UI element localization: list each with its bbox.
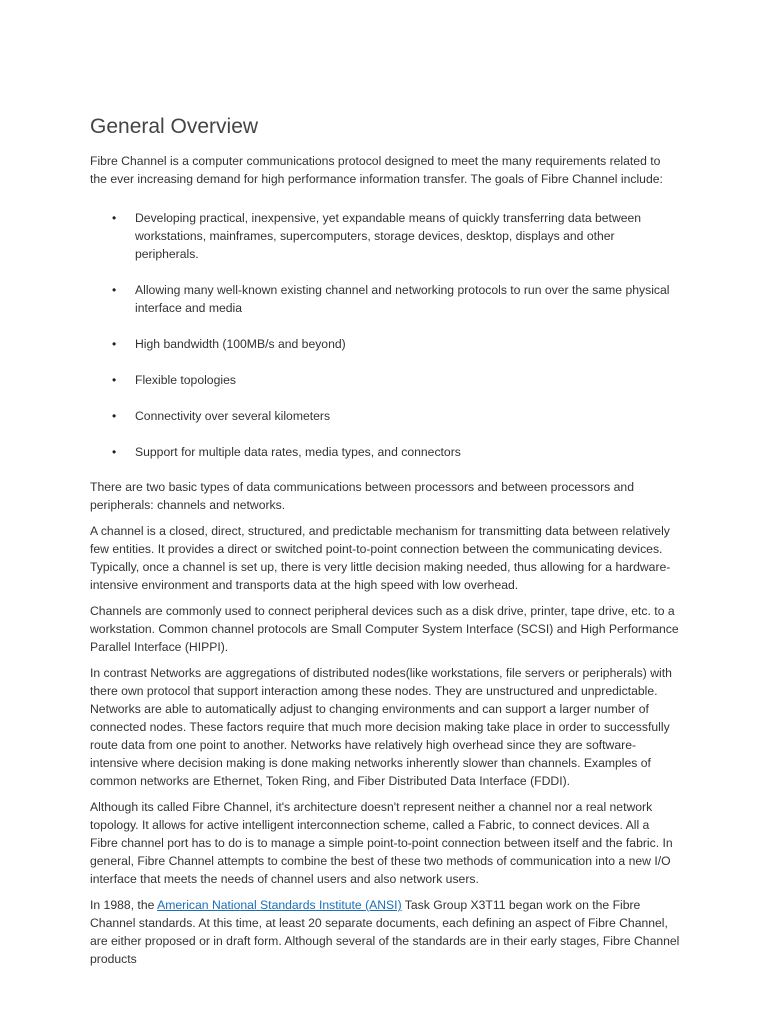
bullet-icon: • xyxy=(112,283,117,297)
channel-protocols-paragraph: Channels are commonly used to connect peripheral devices such as a disk drive, printer, tape drive, etc. to a workstation. Common channel protocols are Small Computer System Interface (SCSI) and High Performance Parallel Interface (HIPPI). xyxy=(90,604,679,654)
list-item xyxy=(90,443,680,461)
goals-list xyxy=(90,209,680,461)
list-item xyxy=(90,209,680,263)
intro-paragraph: Fibre Channel is a computer communications protocol designed to meet the many requirements related to the ever increasing demand for high performance information transfer. The goals of Fibre Channel include: xyxy=(90,154,663,186)
history-text-before: In 1988, the xyxy=(90,898,158,912)
types-paragraph: There are two basic types of data communications between processors and between processors and peripherals: channels and networks. xyxy=(90,480,634,512)
list-item xyxy=(90,281,680,317)
history-paragraph-container xyxy=(90,896,680,966)
list-item-text: Flexible topologies xyxy=(135,373,236,387)
page-title: General Overview xyxy=(90,115,259,138)
bullet-icon: • xyxy=(112,337,117,351)
bullet-icon: • xyxy=(112,373,117,387)
list-item xyxy=(90,335,680,353)
history-text-after: Task Group X3T11 began work on the Fibre Channel standards. At this time, at least 20 separate documents, each defining an aspect of Fibre Channel, are either proposed or in draft form. Although several of the standards are in their early stages, Fibre Channel products xyxy=(90,898,680,966)
list-item-text: High bandwidth (100MB/s and beyond) xyxy=(135,337,346,351)
ansi-link[interactable]: American National Standards Institute (ANSI) xyxy=(157,898,402,912)
networks-paragraph: In contrast Networks are aggregations of distributed nodes(like workstations, file servers or peripherals) with there own protocol that support interaction among these nodes. They are unstructured and unpredictable. Networks are able to automatically adjust to changing environments and can support a larger number of connected nodes. These factors require that much more decision making take place in order to successfully route data from one point to another. Networks have relatively high overhead since they are software-intensive where decision making is done making networks inherently slower than channels. Examples of common networks are Ethernet, Token Ring, and Fiber Distributed Data Interface (FDDI). xyxy=(90,666,672,788)
list-item xyxy=(90,371,680,389)
list-item-text: Connectivity over several kilometers xyxy=(135,409,331,423)
channel-paragraph: A channel is a closed, direct, structured, and predictable mechanism for transmitting data between relatively few entities. It provides a direct or switched point-to-point connection between the communicating devices. Typically, once a channel is set up, there is very little decision making needed, thus allowing for a hardware-intensive environment and transports data at the high speed with low overhead. xyxy=(90,524,671,592)
list-item-text: Developing practical, inexpensive, yet expandable means of quickly transferring data between workstations, mainframes, supercomputers, storage devices, desktop, displays and other peripherals. xyxy=(135,211,642,261)
bullet-icon: • xyxy=(112,445,117,459)
document-body xyxy=(90,112,680,966)
bullet-icon: • xyxy=(112,409,117,423)
list-item-text: Support for multiple data rates, media types, and connectors xyxy=(135,445,461,459)
fibre-channel-paragraph: Although its called Fibre Channel, it's architecture doesn't represent neither a channel nor a real network topology. It allows for active intelligent interconnection scheme, called a Fabric, to connect devices. All a Fibre channel port has to do is to manage a simple point-to-point connection between itself and the fabric. In general, Fibre Channel attempts to combine the best of these two methods of communication into a new I/O interface that meets the needs of channel users and also network users. xyxy=(90,800,673,886)
history-paragraph xyxy=(90,896,680,968)
list-item-text: Allowing many well-known existing channel and networking protocols to run over the same physical interface and media xyxy=(135,283,670,315)
bullet-icon: • xyxy=(112,211,117,225)
list-item xyxy=(90,407,680,425)
